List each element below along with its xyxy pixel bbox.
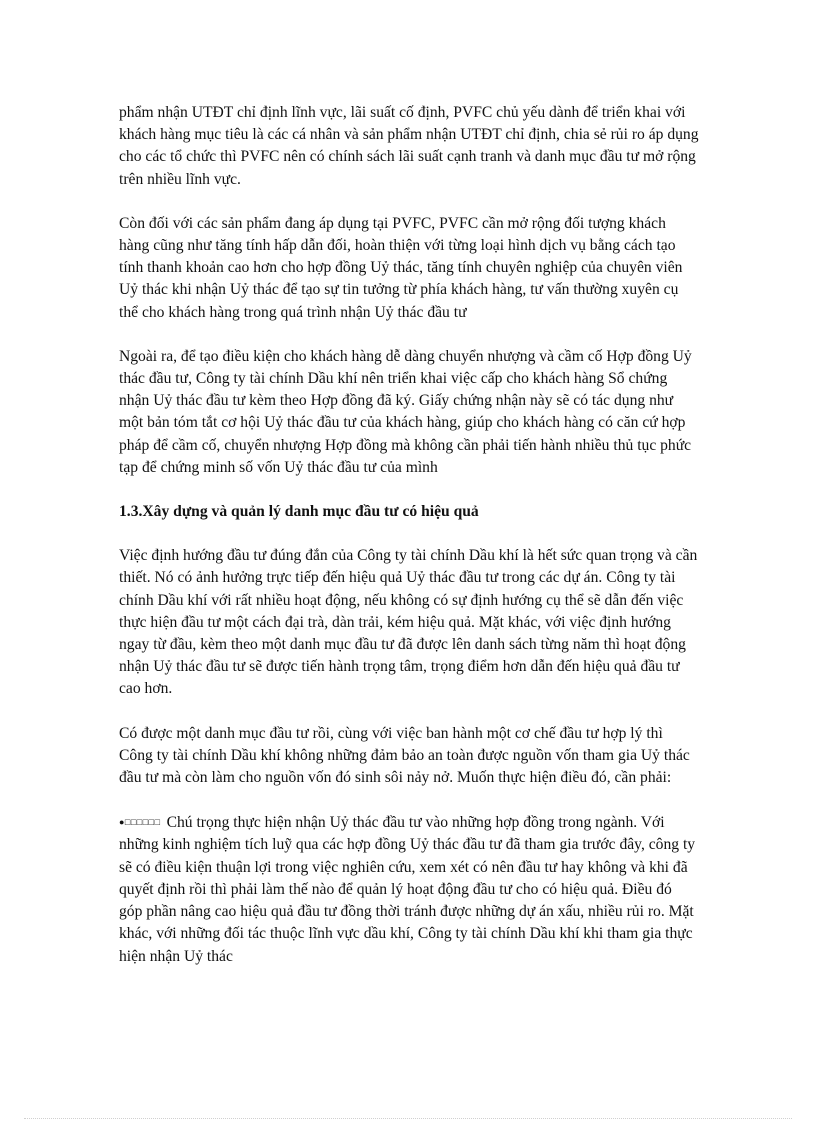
paragraph-product-policy: phẩm nhận UTĐT chỉ định lĩnh vực, lãi suất cố định, PVFC chủ yếu dành để triển khai với khách hàng mục tiêu là các cá nhân và sản phẩm nhận UTĐT chỉ định, chia sẻ rủi ro áp dụng cho các tổ chức thì PVFC nên có chính sách lãi suất cạnh tranh và danh mục đầu tư mở rộng trên nhiều lĩnh vực. xyxy=(119,104,699,188)
bullet-marker: ●□□□□□□ xyxy=(119,817,161,828)
bullet-text: Chú trọng thực hiện nhận Uỷ thác đầu tư vào những hợp đồng trong ngành. Với những kinh nghiệm tích luỹ qua các hợp đồng Uỷ thác đầu tư đã tham gia trước đây, công ty sẽ có điều kiện thuận lợi trong việc nghiên cứu, xem xét có nên đầu tư hay không và khi đã quyết định rồi thì phải làm thế nào để quản lý hoạt động đầu tư cho có hiệu quả. Điều đó góp phần nâng cao hiệu quả đầu tư đồng thời tránh được những dự án xấu, nhiều rủi ro. Mặt khác, với những đối tác thuộc lĩnh vực dầu khí, Công ty tài chính Dầu khí khi tham gia thực hiện nhận Uỷ thác xyxy=(119,814,696,965)
page-bottom-rule xyxy=(24,1118,792,1119)
paragraph-expand-customers: Còn đối với các sản phẩm đang áp dụng tại PVFC, PVFC cần mở rộng đối tượng khách hàng cũng như tăng tính hấp dẫn đối, hoàn thiện với từng loại hình dịch vụ bằng cách tạo tính thanh khoản cao hơn cho hợp đồng Uỷ thác, tăng tính chuyên nghiệp của chuyên viên Uỷ thác khi nhận Uỷ thác để tạo sự tin tưởng từ phía khách hàng, tư vấn thường xuyên cụ thể cho khách hàng trong quá trình nhận Uỷ thác đầu tư xyxy=(119,214,683,321)
document-body xyxy=(119,102,699,990)
paragraph-portfolio-mechanism: Có được một danh mục đầu tư rồi, cùng với việc ban hành một cơ chế đầu tư hợp lý thì Công ty tài chính Dầu khí không những đảm bảo an toàn được nguồn vốn tham gia Uỷ thác đầu tư mà còn làm cho nguồn vốn đó sinh sôi nảy nở. Muốn thực hiện điều đó, cần phải: xyxy=(119,724,690,787)
section-heading: 1.3.Xây dựng và quản lý danh mục đầu tư có hiệu quả xyxy=(119,503,479,521)
bullet-item xyxy=(119,811,699,967)
paragraph-certificate: Ngoài ra, để tạo điều kiện cho khách hàng dễ dàng chuyển nhượng và cầm cố Hợp đồng Uỷ thác đầu tư, Công ty tài chính Dầu khí nên triển khai việc cấp cho khách hàng Sổ chứng nhận Uỷ thác đầu tư kèm theo Hợp đồng đã ký. Giấy chứng nhận này sẽ có tác dụng như một bản tóm tắt cơ hội Uỷ thác đầu tư của khách hàng, giúp cho khách hàng có căn cứ hợp pháp để cầm cố, chuyển nhượng Hợp đồng mà không cần phải tiến hành nhiều thủ tục phức tạp để chứng minh số vốn Uỷ thác đầu tư của mình xyxy=(119,347,692,476)
paragraph-investment-orientation: Việc định hướng đầu tư đúng đắn của Công ty tài chính Dầu khí là hết sức quan trọng và cần thiết. Nó có ảnh hưởng trực tiếp đến hiệu quả Uỷ thác đầu tư trong các dự án. Công ty tài chính Dầu khí với rất nhiều hoạt động, nếu không có sự định hướng cụ thể sẽ dẫn đến việc thực hiện đầu tư một cách đại trà, dàn trải, kém hiệu quả. Mặt khác, với việc định hướng ngay từ đầu, kèm theo một danh mục đầu tư đã được lên danh sách từng năm thì hoạt động nhận Uỷ thác đầu tư sẽ được tiến hành trọng tâm, trọng điểm hơn dẫn đến hiệu quả đầu tư cao hơn. xyxy=(119,547,698,698)
